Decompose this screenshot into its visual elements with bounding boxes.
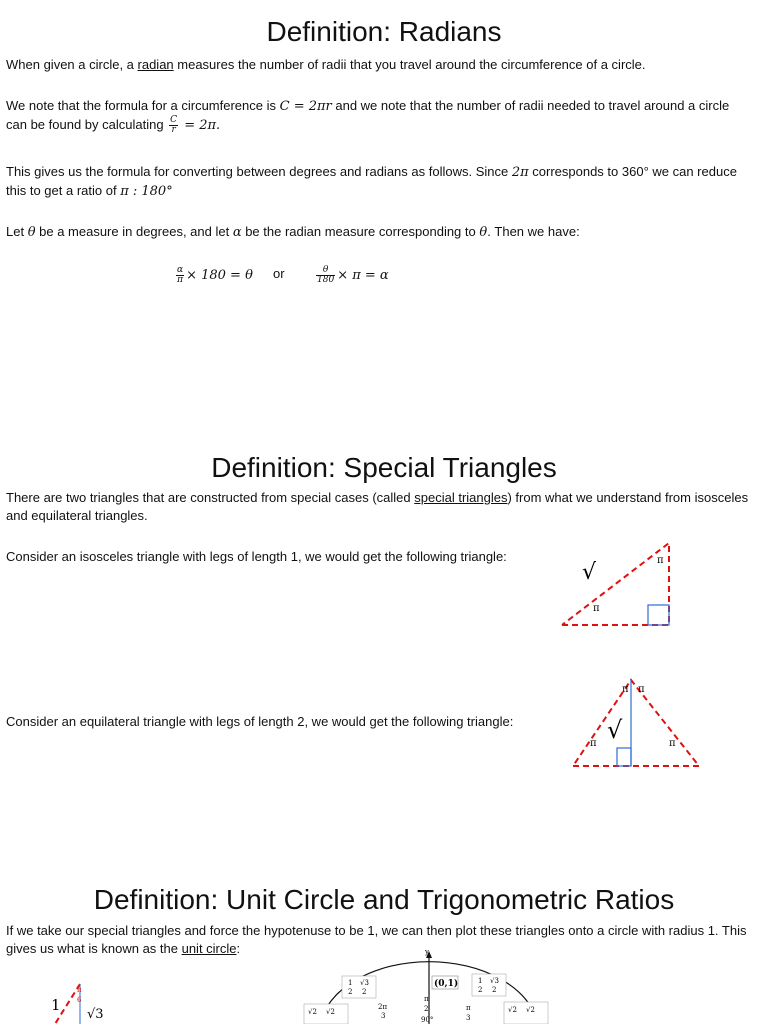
equilateral-paragraph: Consider an equilateral triangle with legs of length 2, we would get the following triangle: <box>6 714 514 729</box>
svg-text:√3: √3 <box>360 979 369 987</box>
angle-2pi3-label: 2π <box>378 1003 388 1011</box>
svg-text:√2: √2 <box>508 1006 517 1014</box>
y-axis-label: y <box>425 948 429 956</box>
circumference-formula: C = 2πr <box>279 99 332 114</box>
angle-pi-label-top-right: π <box>638 684 645 695</box>
unit-circle-figure <box>300 948 560 1024</box>
special-triangles-term: special triangles <box>414 490 508 505</box>
triangles-paragraph-1: There are two triangles that are constructed from special cases (called special triangles) from what we understand from isosceles and equilateral triangles. <box>6 490 749 523</box>
svg-text:3: 3 <box>466 1014 471 1022</box>
pi-ratio: π : 180° <box>120 184 173 199</box>
svg-text:2: 2 <box>478 986 483 994</box>
svg-text:√2: √2 <box>308 1008 317 1016</box>
point-top-label: (0,1) <box>434 979 459 989</box>
angle-pi-label-top: π <box>657 555 664 566</box>
formula-degrees: $\frac{\alpha}{\pi}$ × 180 = θ <box>177 265 253 285</box>
svg-text:√2: √2 <box>526 1006 535 1014</box>
sqrt-symbol: √ <box>582 560 597 585</box>
angle-pi3-label: π <box>466 1004 471 1012</box>
radians-paragraph-1: When given a circle, a radian measures the number of radii that you travel around the circumference of a circle. <box>6 57 646 72</box>
equilateral-triangle-figure <box>565 672 705 772</box>
svg-text:√3: √3 <box>490 977 499 985</box>
svg-text:2: 2 <box>492 986 497 994</box>
svg-text:3: 3 <box>381 1012 386 1020</box>
isosceles-triangle <box>562 543 669 625</box>
angle-pi-label-left: π <box>590 738 597 749</box>
formula-radians: $\frac{\theta}{180}$ × π = α <box>317 265 389 285</box>
angle-six-label: 6 <box>77 996 82 1004</box>
side-one-label: 1 <box>51 996 61 1014</box>
angle-pi-label-top-left: π <box>622 684 629 695</box>
radians-paragraph-2: We note that the formula for a circumference is C = 2πr and we note that the number of radii needed to travel around a circle can be found by calculating $\frac{C}{r}$ = 2π. <box>6 98 730 136</box>
svg-text:2: 2 <box>424 1005 429 1013</box>
radians-title: Definition: Radians <box>266 16 502 47</box>
angle-pi2-label: π <box>424 995 429 1003</box>
equilateral-triangle <box>573 680 699 766</box>
right-angle-marker <box>617 748 631 766</box>
unit-circle-term: unit circle <box>181 941 237 956</box>
isosceles-triangle-figure <box>555 535 680 635</box>
unit-circle-title: Definition: Unit Circle and Trigonometric Ratios <box>93 884 675 915</box>
small-triangle-figure <box>45 980 125 1024</box>
svg-text:1: 1 <box>348 979 353 987</box>
deg90-label: 90° <box>421 1016 434 1024</box>
angle-pi-label: π <box>77 986 82 994</box>
radians-paragraph-4: Let θ be a measure in degrees, and let α be the radian measure corresponding to θ. Then we have: <box>6 224 580 240</box>
svg-text:2: 2 <box>348 988 353 996</box>
isosceles-paragraph: Consider an isosceles triangle with legs of length 1, we would get the following triangle: <box>6 549 507 564</box>
svg-text:2: 2 <box>362 988 367 996</box>
sqrt-symbol: √ <box>607 716 623 744</box>
triangles-title: Definition: Special Triangles <box>211 452 557 483</box>
unit-circle-paragraph: If we take our special triangles and force the hypotenuse to be 1, we can then plot these triangles onto a circle with radius 1. This gives us what is known as the unit circle: <box>6 923 747 956</box>
c-over-r-fraction: $\frac{C}{r}$ <box>170 115 178 136</box>
angle-pi-label-right: π <box>669 738 676 749</box>
radians-paragraph-3: This gives us the formula for converting between degrees and radians as follows. Since 2π corresponds to 360° we can reduce this to get a ratio of π : 180° <box>6 164 737 199</box>
svg-text:√2: √2 <box>326 1008 335 1016</box>
svg-text:1: 1 <box>478 977 483 985</box>
radian-term: radian <box>137 57 174 72</box>
angle-pi-label: π <box>593 603 600 614</box>
sqrt3-label: √3 <box>87 1007 104 1022</box>
formula-or: or <box>273 266 285 281</box>
right-angle-marker <box>648 605 669 625</box>
